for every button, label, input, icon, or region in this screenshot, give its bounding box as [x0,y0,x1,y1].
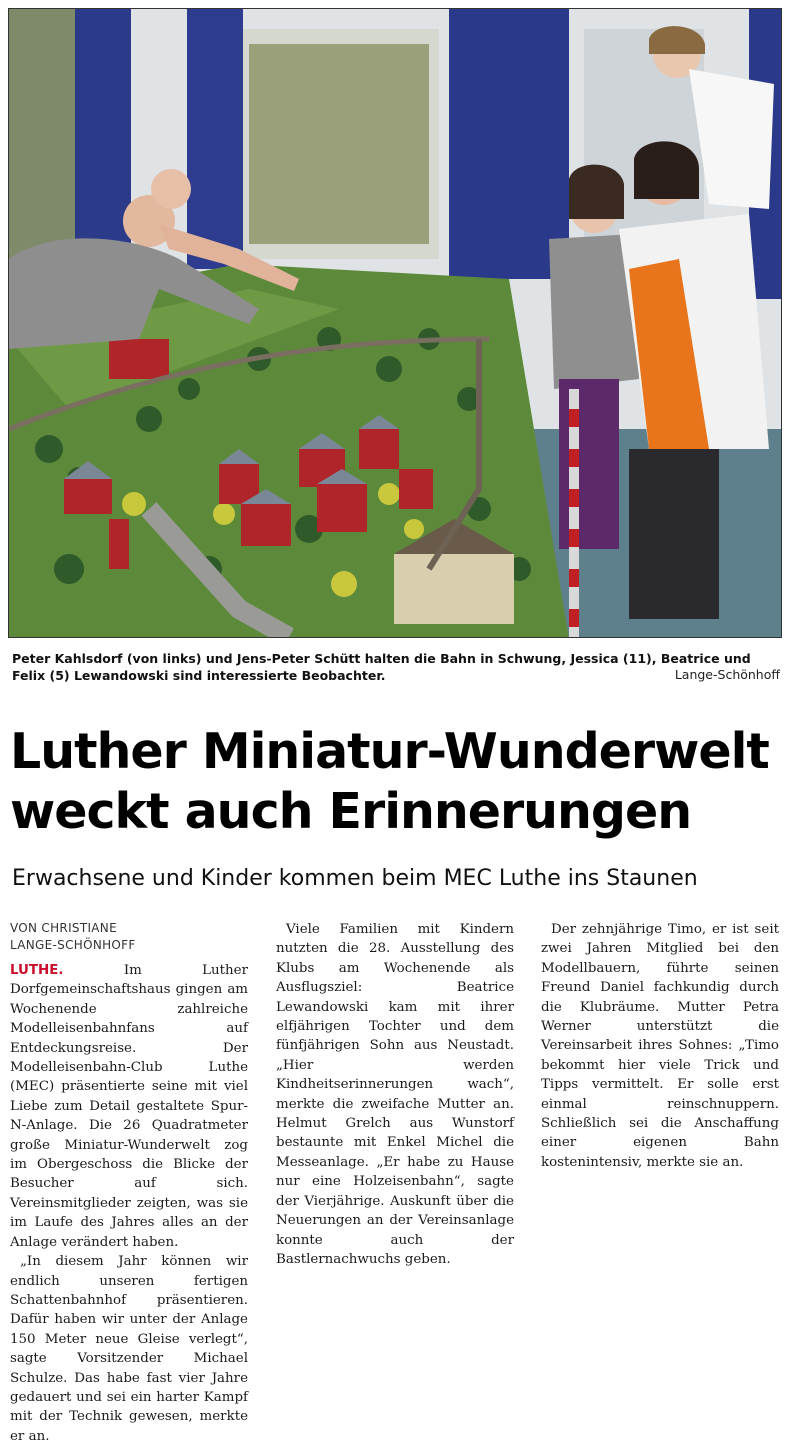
photo-caption: Peter Kahlsdorf (von links) und Jens-Peter Schütt halten die Bahn in Schwung, Jessica (11), Beatrice und Felix (5) Lewandowski sind interessierte Beobachter. [12,651,751,683]
photo-credit: Lange-Schönhoff [674,667,780,682]
paragraph-4: Der zehnjährige Timo, er ist seit zwei Jahren Mitglied bei den Modellbauern, führte seinen Freund Daniel fachkundig durch die Klubräume. Mutter Petra Werner unterstützt die Vereinsarbeit ihres Sohnes: „Timo bekommt hier viele Trick und Tipps vermittelt. Er solle erst einmal reinschnuppern. Schließlich sei die Anschaffung einer eigenen Bahn kostenintensiv, merkte sie an. [541,922,779,1170]
headline-line-2: weckt auch Erinnerungen [10,783,692,840]
model-railway-photo-icon [9,9,781,637]
subheadline: Erwachsene und Kinder kommen beim MEC Luthe ins Staunen [12,866,698,891]
paragraph-2: „In diesem Jahr können wir endlich unseren fertigen Schattenbahnhof präsentieren. Dafür haben wir unter der Anlage 150 Meter neue Gleise verlegt“, sagte Vorsitzender Michael Schulze. Das habe fast vier Jahre gedauert und sei ein harter Kampf mit der Technik gewesen, merkte er an. [10,1254,248,1444]
paragraph-1 [10,961,248,1252]
headline-line-1: Luther Miniatur-Wunderwelt [10,723,769,780]
author-line-1: VON CHRISTIANE [10,921,117,935]
paragraph-1-text: Im Luther Dorfgemeinschaftshaus gingen am Wochenende zahlreiche Modelleisenbahnfans auf Entdeckungsreise. Der Modelleisenbahn-Club Luthe (MEC) präsentierte seine mit viel Liebe zum Detail gestaltete Spur-N-Anlage. Die 26 Quadratmeter große Miniatur-Wunderwelt zog im Obergeschoss die Blicke der Besucher auf sich. Vereinsmitglieder zeigten, was sie im Laufe des Jahres alles an der Anlage verändert haben. [10,963,248,1250]
article-photo [8,8,782,638]
paragraph-3: Viele Familien mit Kindern nutzten die 28. Ausstellung des Klubs am Wochenende als Ausflugsziel: Beatrice Lewandowski kam mit ihrer elfjährigen Tochter und dem fünfjährigen Sohn aus Neustadt. „Hier werden Kindheitserinnerungen wach“, merkte die zweifache Mutter an. Helmut Grelch aus Wunstorf bestaunte mit Enkel Michel die Messeanlage. „Er habe zu Hause nur eine Holzeisenbahn“, sagte der Vierjährige. Auskunft über die Neuerungen an der Vereinsanlage konnte auch der Bastlernachwuchs geben. [276,922,514,1267]
headline [10,722,780,842]
author-byline [10,920,248,954]
article-column-2 [276,920,514,1269]
dateline: LUTHE. [10,963,64,978]
author-line-2: LANGE-SCHÖNHOFF [10,938,136,952]
article-column-1 [10,920,248,1446]
article-column-3 [541,920,779,1172]
